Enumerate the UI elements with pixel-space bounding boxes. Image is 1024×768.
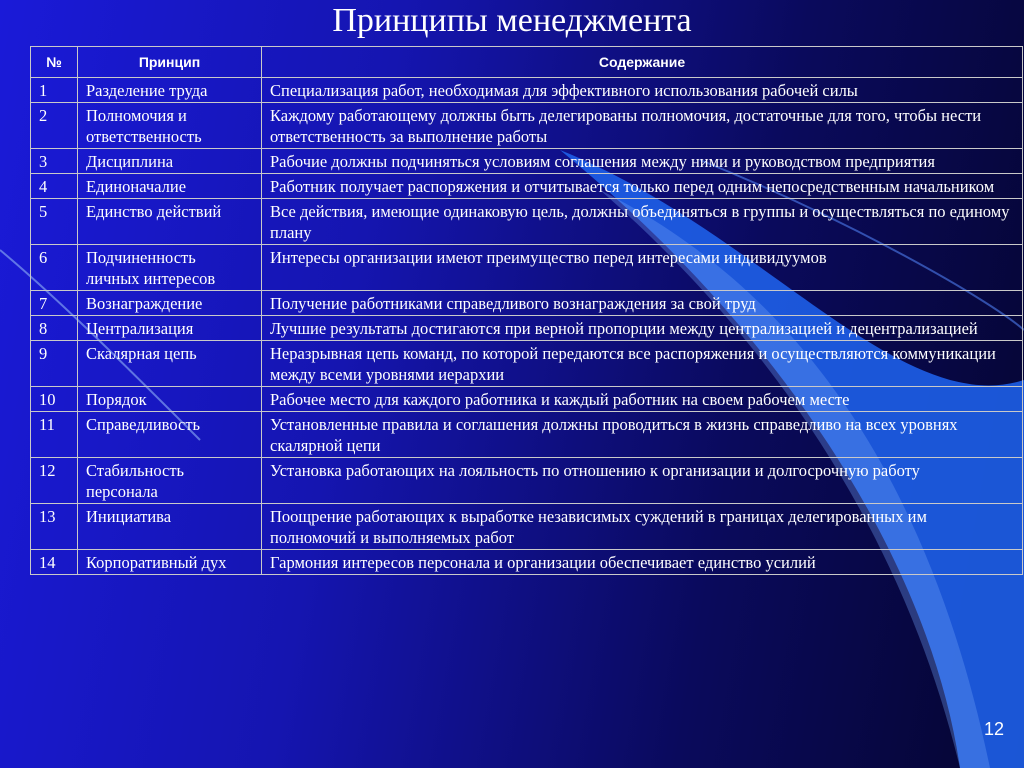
table-row (31, 412, 1023, 458)
row-principle: Порядок (78, 387, 262, 412)
row-content: Специализация работ, необходимая для эффективного использования рабочей силы (262, 78, 1023, 103)
row-content: Гармония интересов персонала и организации обеспечивает единство усилий (262, 550, 1023, 575)
row-content: Неразрывная цепь команд, по которой передаются все распоряжения и осуществляются коммуникации между всеми уровнями иерархии (262, 341, 1023, 387)
row-content: Установленные правила и соглашения должны проводиться в жизнь справедливо на всех уровнях скалярной цепи (262, 412, 1023, 458)
row-content: Интересы организации имеют преимущество перед интересами индивидуумов (262, 245, 1023, 291)
row-number: 7 (31, 291, 78, 316)
table-row (31, 199, 1023, 245)
table-row (31, 387, 1023, 412)
table-row (31, 504, 1023, 550)
row-content: Получение работниками справедливого вознаграждения за свой труд (262, 291, 1023, 316)
row-principle: Стабильность персонала (78, 458, 262, 504)
row-principle: Полномочия и ответственность (78, 103, 262, 149)
table-row (31, 103, 1023, 149)
table-row (31, 550, 1023, 575)
row-number: 13 (31, 504, 78, 550)
header-principle: Принцип (78, 47, 262, 78)
row-principle: Справедливость (78, 412, 262, 458)
row-principle: Инициатива (78, 504, 262, 550)
row-principle: Централизация (78, 316, 262, 341)
principles-table (30, 46, 1023, 575)
table-row (31, 458, 1023, 504)
row-number: 9 (31, 341, 78, 387)
row-content: Рабочее место для каждого работника и каждый работник на своем рабочем месте (262, 387, 1023, 412)
row-principle: Дисциплина (78, 149, 262, 174)
row-number: 6 (31, 245, 78, 291)
row-content: Лучшие результаты достигаются при верной пропорции между централизацией и децентрализацией (262, 316, 1023, 341)
row-principle: Разделение труда (78, 78, 262, 103)
row-number: 1 (31, 78, 78, 103)
row-content: Поощрение работающих к выработке независимых суждений в границах делегированных им полномочий и выполняемых работ (262, 504, 1023, 550)
table-row (31, 149, 1023, 174)
row-number: 4 (31, 174, 78, 199)
table-row (31, 78, 1023, 103)
row-principle: Подчиненность личных интересов (78, 245, 262, 291)
table-row (31, 174, 1023, 199)
row-content: Рабочие должны подчиняться условиям соглашения между ними и руководством предприятия (262, 149, 1023, 174)
row-principle: Единоначалие (78, 174, 262, 199)
row-content: Все действия, имеющие одинаковую цель, должны объединяться в группы и осуществляться по единому плану (262, 199, 1023, 245)
row-number: 2 (31, 103, 78, 149)
row-number: 12 (31, 458, 78, 504)
table-row (31, 291, 1023, 316)
row-content: Каждому работающему должны быть делегированы полномочия, достаточные для того, чтобы нести ответственность за выполнение работы (262, 103, 1023, 149)
row-content: Установка работающих на лояльность по отношению к организации и долгосрочную работу (262, 458, 1023, 504)
row-number: 8 (31, 316, 78, 341)
slide-title: Принципы менеджмента (332, 2, 692, 39)
row-number: 14 (31, 550, 78, 575)
header-number: № (31, 47, 78, 78)
row-principle: Вознаграждение (78, 291, 262, 316)
table-row (31, 341, 1023, 387)
page-number: 12 (983, 719, 1004, 739)
header-content: Содержание (262, 47, 1023, 78)
row-number: 5 (31, 199, 78, 245)
table-row (31, 245, 1023, 291)
table-row (31, 316, 1023, 341)
row-number: 3 (31, 149, 78, 174)
row-principle: Скалярная цепь (78, 341, 262, 387)
row-principle: Единство действий (78, 199, 262, 245)
row-principle: Корпоративный дух (78, 550, 262, 575)
row-number: 10 (31, 387, 78, 412)
row-content: Работник получает распоряжения и отчитывается только перед одним непосредственным начальником (262, 174, 1023, 199)
table-header-row (31, 47, 1023, 78)
row-number: 11 (31, 412, 78, 458)
